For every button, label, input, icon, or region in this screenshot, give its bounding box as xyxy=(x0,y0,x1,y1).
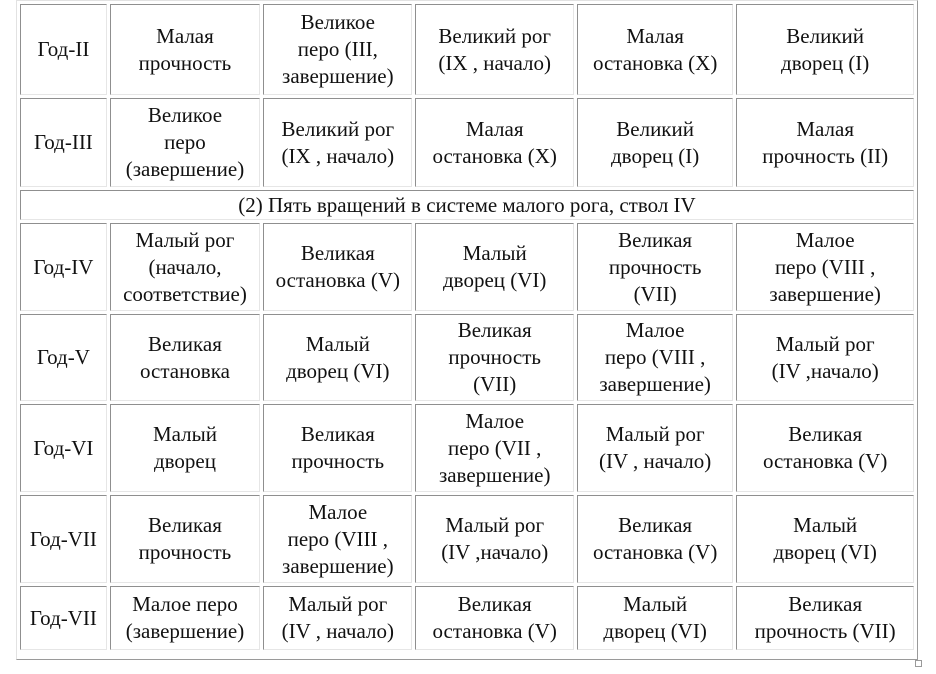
year-cell: Год-VI xyxy=(20,404,107,492)
cell-text-line: прочность xyxy=(138,50,232,75)
table-row xyxy=(20,98,914,187)
table-cell xyxy=(263,223,412,311)
table-cell xyxy=(415,404,573,492)
cell-text-line: Малый рог xyxy=(775,331,875,356)
cell-text-line: Малый xyxy=(793,513,858,537)
cell-text-line: (IV , начало) xyxy=(281,619,394,643)
table-cell xyxy=(736,314,914,401)
cell-text-line: Великая xyxy=(788,592,863,616)
cell-text-line: Малый xyxy=(462,241,527,265)
cell-text-line: перо xyxy=(164,130,206,154)
cell-text-line: Великая xyxy=(618,227,693,252)
cell-text-line: Малое xyxy=(795,227,855,252)
table-cell xyxy=(110,223,260,311)
cell-text-line: завершение) xyxy=(438,462,551,487)
table-cell xyxy=(736,586,914,650)
cell-text-line: (VII) xyxy=(473,372,517,396)
table-cell xyxy=(736,98,914,187)
table-row xyxy=(20,223,914,311)
cell-text-line: Великий рог xyxy=(438,23,551,48)
cell-text-line: завершение) xyxy=(769,281,881,306)
section-title: (2) Пять вращений в системе малого рога, ствол IV xyxy=(20,190,914,220)
table-cell xyxy=(110,314,260,401)
cell-text-line: Малый рог xyxy=(135,227,235,252)
cell-text-line: Великий xyxy=(786,23,865,48)
cell-text-line: перо (VIII , xyxy=(774,254,876,279)
cell-text-line: Великая xyxy=(618,513,693,537)
table-cell xyxy=(736,404,914,492)
cell-text-line: Великая xyxy=(788,422,863,446)
table-frame xyxy=(16,0,918,660)
cell-text-line: остановка (V) xyxy=(432,619,557,643)
cell-text-line: перо (VII , xyxy=(447,435,542,460)
table-cell xyxy=(110,4,260,95)
section-header-row xyxy=(20,190,914,220)
cell-text-line: прочность xyxy=(138,540,232,564)
cell-text-line: Малое xyxy=(625,318,685,342)
table-row xyxy=(20,314,914,401)
resize-handle-icon xyxy=(915,660,922,667)
cell-text-line: перо (VIII , xyxy=(287,526,389,551)
cell-text-line: (завершение) xyxy=(125,619,245,643)
cell-text-line: Малое xyxy=(308,499,368,524)
table-cell xyxy=(415,98,573,187)
cell-text-line: Малый рог xyxy=(605,422,705,446)
table-cell xyxy=(415,314,573,401)
cell-text-line: прочность (II) xyxy=(762,143,889,168)
year-cell: Год-II xyxy=(20,4,107,95)
table-cell xyxy=(577,404,733,492)
table-cell xyxy=(110,98,260,187)
table-cell xyxy=(736,495,914,583)
table-row xyxy=(20,4,914,95)
cell-text-line: прочность xyxy=(608,254,702,279)
table-body xyxy=(20,4,914,650)
cell-text-line: перо (VIII , xyxy=(604,345,706,369)
cell-text-line: (IV , начало) xyxy=(598,449,712,473)
cell-text-line: Великая xyxy=(300,422,375,446)
table-cell xyxy=(736,4,914,95)
table-cell xyxy=(263,404,412,492)
table-row xyxy=(20,404,914,492)
table-cell xyxy=(263,314,412,401)
table-row xyxy=(20,495,914,583)
cell-text-line: (IV ,начало) xyxy=(771,358,879,383)
table-cell xyxy=(577,4,733,95)
cell-text-line: дворец (I) xyxy=(781,50,870,75)
table-cell xyxy=(415,223,573,311)
cell-text-line: перо (III, xyxy=(297,37,378,61)
cell-text-line: дворец (VI) xyxy=(773,540,877,564)
cell-text-line: Великое xyxy=(300,10,375,34)
cell-text-line: Великий рог xyxy=(281,116,395,141)
cell-text-line: Малое xyxy=(465,408,525,433)
table-cell xyxy=(736,223,914,311)
table-cell xyxy=(577,98,733,187)
table-cell xyxy=(577,223,733,311)
cell-text-line: Малый рог xyxy=(445,513,545,537)
cell-text-line: прочность xyxy=(448,345,541,369)
cell-text-line: остановка xyxy=(139,358,230,383)
table-row xyxy=(20,586,914,650)
cell-text-line: прочность (VII) xyxy=(754,619,896,643)
cell-text-line: Великое xyxy=(147,103,223,127)
table-cell xyxy=(415,586,573,650)
cell-text-line: Малый xyxy=(152,422,217,446)
cell-text-line: (IV ,начало) xyxy=(441,540,549,564)
cell-text-line: Великий xyxy=(616,116,694,141)
cell-text-line: Малый рог xyxy=(288,592,388,616)
table-cell xyxy=(577,495,733,583)
table-cell xyxy=(263,586,412,650)
cell-text-line: остановка (X) xyxy=(592,50,718,75)
cell-text-line: (начало, xyxy=(148,254,222,279)
cell-text-line: завершение) xyxy=(599,372,711,396)
cell-text-line: соответствие) xyxy=(123,281,247,306)
cycle-table xyxy=(17,1,917,653)
cell-text-line: дворец (VI) xyxy=(286,358,390,383)
table-cell xyxy=(263,495,412,583)
cell-text-line: Великая xyxy=(148,331,222,356)
cell-text-line: Малое перо xyxy=(132,592,238,616)
cell-text-line: Малая xyxy=(465,116,524,141)
cell-text-line: остановка (V) xyxy=(592,540,718,564)
table-cell xyxy=(577,314,733,401)
table-cell xyxy=(415,495,573,583)
year-cell: Год-III xyxy=(20,98,107,187)
cell-text-line: дворец (VI) xyxy=(442,268,547,292)
cell-text-line: завершение) xyxy=(282,64,394,88)
year-cell: Год-V xyxy=(20,314,107,401)
year-cell: Год-IV xyxy=(20,223,107,311)
cell-text-line: (IX , начало) xyxy=(281,143,395,168)
cell-text-line: (завершение) xyxy=(125,157,245,181)
cell-text-line: Малый xyxy=(623,592,688,616)
cell-text-line: дворец (I) xyxy=(611,143,700,168)
cell-text-line: остановка (V) xyxy=(762,449,888,473)
cell-text-line: Великая xyxy=(457,318,532,342)
cell-text-line: Великая xyxy=(148,513,222,537)
cell-text-line: Малая xyxy=(156,23,214,48)
cell-text-line: завершение) xyxy=(282,553,394,578)
cell-text-line: (VII) xyxy=(633,281,677,306)
cell-text-line: (IX , начало) xyxy=(438,50,552,75)
cell-text-line: остановка (X) xyxy=(432,143,557,168)
cell-text-line: остановка (V) xyxy=(275,268,400,292)
table-cell xyxy=(110,586,260,650)
cell-text-line: Великая xyxy=(300,241,375,265)
table-cell xyxy=(263,4,412,95)
year-cell: Год-VII xyxy=(20,586,107,650)
year-cell: Год-VII xyxy=(20,495,107,583)
cell-text-line: Малый xyxy=(305,331,370,356)
table-cell xyxy=(415,4,573,95)
table-cell xyxy=(577,586,733,650)
cell-text-line: прочность xyxy=(291,449,385,473)
cell-text-line: Малая xyxy=(626,23,684,48)
table-cell xyxy=(110,495,260,583)
cell-text-line: Великая xyxy=(457,592,532,616)
cell-text-line: Малая xyxy=(796,116,854,141)
table-cell xyxy=(263,98,412,187)
cell-text-line: дворец xyxy=(153,449,216,473)
cell-text-line: дворец (VI) xyxy=(603,619,707,643)
table-cell xyxy=(110,404,260,492)
